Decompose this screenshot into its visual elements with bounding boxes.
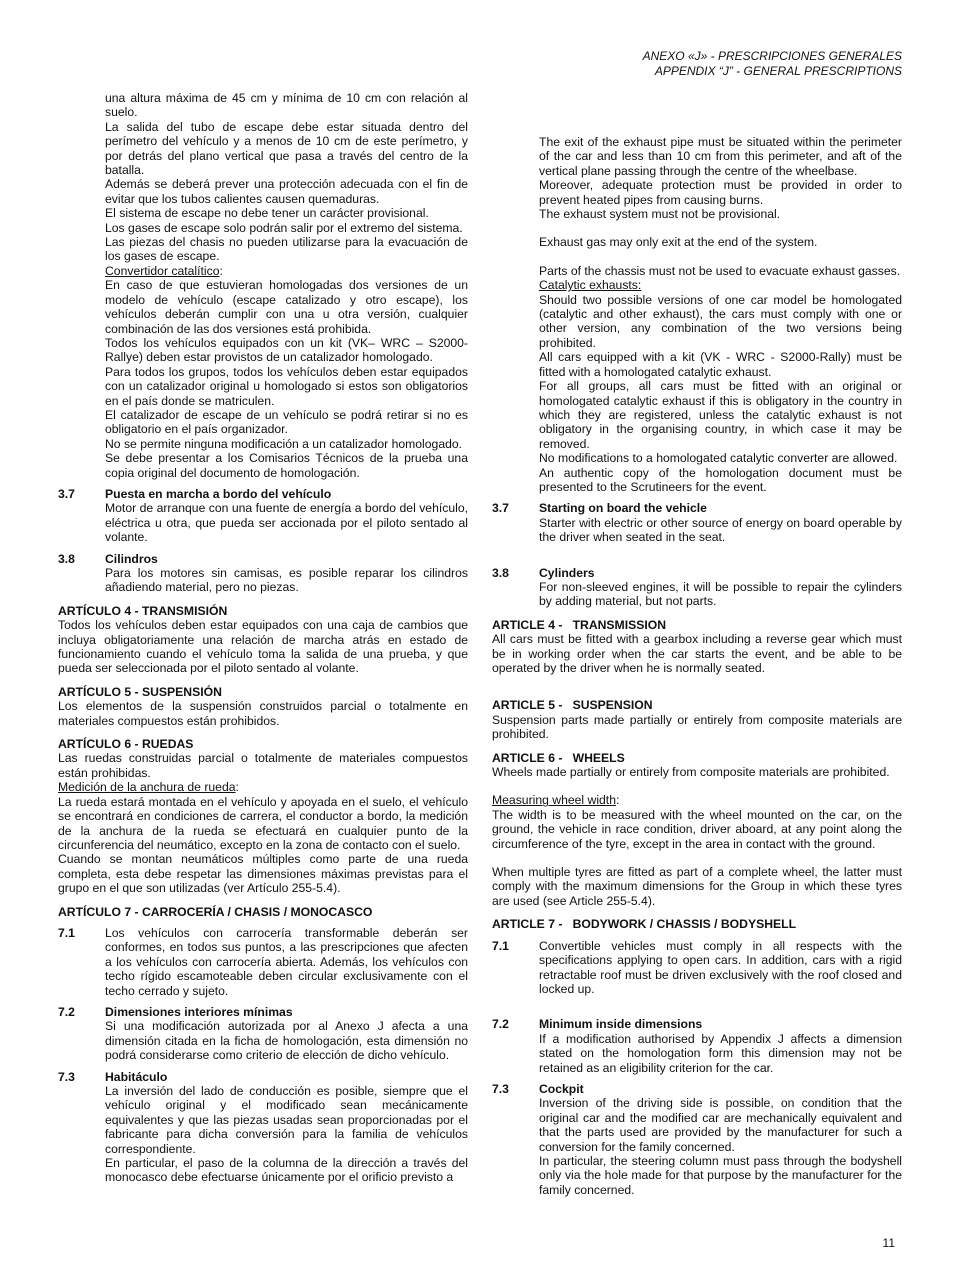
article-4-title-en: ARTICLE 4 - TRANSMISSION <box>492 617 667 632</box>
section-7-3-en <box>492 1082 902 1197</box>
paragraph: Wheels made partially or entirely from composite materials are prohibited. <box>492 765 890 780</box>
header-line-es: ANEXO «J» - PRESCRIPCIONES GENERALES <box>642 49 902 63</box>
section-number: 7.2 <box>58 1004 75 1019</box>
paragraph: Exhaust gas may only exit at the end of the system. <box>539 235 818 250</box>
article-7-title-es: ARTÍCULO 7 - CARROCERÍA / CHASIS / MONOCASCO <box>58 904 373 919</box>
section-title: Cilindros <box>105 551 158 566</box>
section-7-2-en <box>492 1017 902 1075</box>
english-column <box>492 135 902 1197</box>
paragraph: Convertible vehicles must comply in all respects with the specifications applying to open cars. In addition, cars with a rigid retractable roof must be driven exclusively with the roof closed and locked up. <box>539 938 902 996</box>
section-title: Starting on board the vehicle <box>539 501 707 516</box>
article-7-title-en: ARTICLE 7 - BODYWORK / CHASSIS / BODYSHELL <box>492 917 797 932</box>
paragraph: Inversion of the driving side is possible, on condition that the original car and the modified car are mechanically equivalent and that the parts used are provided by the manufacturer for such a conversion for the family concerned. <box>539 1096 902 1154</box>
paragraph: Las ruedas construidas parcial o totalmente de materiales compuestos están prohibidas. <box>58 751 468 780</box>
section-title: Cockpit <box>539 1081 584 1096</box>
section-7-1-es <box>58 926 468 998</box>
paragraph: En caso de que estuvieran homologadas dos versiones de un modelo de vehículo (escape catalizado y otro escape), los vehículos deberán cumplir con una u otra versión, cualquier combinación de las dos versiones está prohibida. <box>105 278 468 336</box>
paragraph: All cars must be fitted with a gearbox including a reverse gear which must be in working order when the car starts the event, and be able to be operated by the driver when he is normally seated. <box>492 632 902 675</box>
header-line-en: APPENDIX “J” - GENERAL PRESCRIPTIONS <box>654 63 902 78</box>
section-number: 7.3 <box>58 1069 75 1084</box>
paragraph: La rueda estará montada en el vehículo y apoyada en el suelo, el vehículo se encontrará en condiciones de carrera, el conductor a bordo, la medición de la anchura de la rueda se efectuará en cualquier punto de la circunferencia del neumático, excepto en la zona de contacto con el suelo. <box>58 794 468 852</box>
paragraph: The width is to be measured with the wheel mounted on the car, on the ground, the vehicle in race condition, driver aboard, at any point along the circumference of the tyre, except in the area in contact with the ground. <box>492 807 902 851</box>
paragraph: The exhaust system must not be provisional. <box>539 207 781 222</box>
paragraph: La inversión del lado de conducción es posible, siempre que el vehículo original y el modificado sean mecánicamente equivalentes y que las piezas usadas sean proporcionadas por el fabricante para dicha conversión para la familia de vehículos correspondiente. <box>105 1084 468 1156</box>
paragraph: When multiple tyres are fitted as part of a complete wheel, the latter must comply with the maximum dimensions for the Group in which these tyres are used (see Article 255-5.4). <box>492 865 902 908</box>
underlined-subtitle: Catalytic exhausts: <box>539 278 642 293</box>
section-7-3-es <box>58 1070 468 1185</box>
exhaust-intro-en <box>492 135 902 494</box>
paragraph: Cuando se montan neumáticos múltiples como parte de una rueda completa, esta debe respetar las dimensiones máximas previstas para el grupo en el que son utilizadas (ver Artículo 255-5.4). <box>58 852 468 896</box>
section-title: Dimensiones interiores mínimas <box>105 1004 293 1019</box>
paragraph: If a modification authorised by Appendix J affects a dimension stated on the homologation form this dimension may not be retained as an eligibility criterion for the car. <box>539 1031 902 1075</box>
section-title: Habitáculo <box>105 1069 168 1084</box>
article-4-title-es: ARTÍCULO 4 - TRANSMISIÓN <box>58 603 228 618</box>
section-title: Puesta en marcha a bordo del vehículo <box>105 486 332 501</box>
paragraph: In particular, the steering column must pass through the bodyshell only via the hole made for that purpose by the manufacturer for the family concerned. <box>539 1153 902 1197</box>
paragraph: El sistema de escape no debe tener un carácter provisional. <box>105 206 429 221</box>
section-number: 3.8 <box>492 565 509 580</box>
paragraph: una altura máxima de 45 cm y mínima de 10 cm con relación al suelo. <box>105 91 468 120</box>
paragraph: Las piezas del chasis no pueden utilizarse para la evacuación de los gases de escape. <box>105 235 468 264</box>
paragraph: An authentic copy of the homologation document must be presented to the Scrutineers for the event. <box>539 465 902 494</box>
paragraph: Si una modificación autorizada por al Anexo J afecta a una dimensión citada en la ficha de homologación, esta dimensión no podrá considerarse como criterio de elección de dicho vehículo. <box>105 1019 468 1063</box>
paragraph: For non-sleeved engines, it will be possible to repair the cylinders by adding material, but not parts. <box>539 579 902 609</box>
paragraph: Los vehículos con carrocería transformable deberán ser conformes, en todos sus puntos, a las prescripciones que afecten a los vehículos con carrocería abierta. Además, los vehículos con techo rígido escamoteable deben circular exclusivamente con el techo cerrado y sujeto. <box>105 925 468 998</box>
page-header <box>643 49 902 78</box>
paragraph: Además se deberá prever una protección adecuada con el fin de evitar que los tubos calientes causen quemaduras. <box>105 177 468 206</box>
paragraph: For all groups, all cars must be fitted with an original or homologated catalytic exhaust if this is obligatory in the country in which they are registered, unless the catalytic exhaust is not obligatory in the organising country, in which case it may be removed. <box>539 379 902 451</box>
section-3-7-es <box>58 487 468 545</box>
paragraph: Parts of the chassis must not be used to evacuate exhaust gasses. <box>539 263 901 278</box>
section-number: 7.1 <box>58 925 75 940</box>
paragraph: Los elementos de la suspensión construidos parcial o totalmente en materiales compuestos están prohibidos. <box>58 699 468 728</box>
wheel-width-heading-es: Medición de la anchura de rueda: <box>58 780 239 795</box>
section-3-8-es <box>58 552 468 595</box>
paragraph: Para todos los grupos, todos los vehículos deben estar equipados con un catalizador original u homologado si estos son obligatorios en el país donde se matriculen. <box>105 364 468 408</box>
paragraph: Los gases de escape solo podrán salir por el extremo del sistema. <box>105 220 463 235</box>
paragraph: Todos los vehículos deben estar equipados con una caja de cambios que incluya obligatoriamente una relación de marcha atrás en estado de funcionamiento cuando el vehículo toma la salida de una prueba, y que pueda ser seleccionada por el piloto sentado al volante. <box>58 618 468 676</box>
paragraph: Starter with electric or other source of energy on board operable by the driver when seated in the seat. <box>539 515 902 545</box>
underlined-subtitle: Medición de la anchura de rueda <box>58 780 236 795</box>
section-title: Cylinders <box>539 565 595 580</box>
article-5-title-es: ARTÍCULO 5 - SUSPENSIÓN <box>58 684 222 699</box>
paragraph: Se debe presentar a los Comisarios Técnicos de la prueba una copia original del documento de homologación. <box>105 451 468 480</box>
section-number: 3.8 <box>58 551 75 566</box>
paragraph: Para los motores sin camisas, es posible reparar los cilindros añadiendo material, pero no piezas. <box>105 566 468 595</box>
page-number: 11 <box>882 1236 895 1250</box>
paragraph: No se permite ninguna modificación a un catalizador homologado. <box>105 436 463 451</box>
catalytic-heading-es: Convertidor catalítico: <box>105 263 223 278</box>
article-6-title-es: ARTÍCULO 6 - RUEDAS <box>58 737 194 752</box>
section-3-8-en <box>492 566 902 609</box>
underlined-subtitle: Measuring wheel width <box>492 793 616 808</box>
underlined-subtitle: Convertidor catalítico <box>105 263 220 278</box>
section-7-2-es <box>58 1005 468 1063</box>
wheel-width-heading-en: Measuring wheel width: <box>492 793 620 808</box>
spanish-column <box>58 91 468 1185</box>
paragraph: Motor de arranque con una fuente de energía a bordo del vehículo, eléctrica u otra, que pueda ser accionada por el piloto sentado al volante. <box>105 501 468 545</box>
paragraph: Todos los vehículos equipados con un kit (VK– WRC – S2000-Rallye) deben estar provistos de un catalizador homologado. <box>105 335 468 365</box>
catalytic-heading-en <box>539 278 902 292</box>
section-title: Minimum inside dimensions <box>539 1017 703 1032</box>
section-3-7-en <box>492 501 902 544</box>
section-number: 3.7 <box>58 486 75 501</box>
section-number: 7.2 <box>492 1017 509 1032</box>
paragraph: Moreover, adequate protection must be provided in order to prevent heated pipes from causing burns. <box>539 178 902 207</box>
paragraph: El catalizador de escape de un vehículo se podrá retirar si no es obligatorio en el país organizador. <box>105 407 468 437</box>
section-number: 7.3 <box>492 1081 509 1096</box>
paragraph: All cars equipped with a kit (VK - WRC - S2000-Rally) must be fitted with a homologated catalytic exhaust. <box>539 350 902 379</box>
section-7-1-en <box>492 939 902 997</box>
exhaust-intro-es <box>58 91 468 480</box>
section-number: 7.1 <box>492 938 509 953</box>
paragraph: Should two possible versions of one car model be homologated (catalytic and other exhaust), the cars must comply with one or other version, any combination of the two versions being prohibited. <box>539 292 902 350</box>
paragraph: La salida del tubo de escape debe estar situada dentro del perímetro del vehículo y a menos de 10 cm de este perímetro, y por detrás del plano vertical que pasa a través del centro de la batalla. <box>105 119 468 178</box>
paragraph: En particular, el paso de la columna de la dirección a través del monocasco debe efectuarse únicamente por el orificio previsto a <box>105 1156 468 1185</box>
paragraph: Suspension parts made partially or entirely from composite materials are prohibited. <box>492 712 902 742</box>
paragraph: No modifications to a homologated catalytic converter are allowed. <box>539 451 898 466</box>
section-number: 3.7 <box>492 501 509 516</box>
article-6-title-en: ARTICLE 6 - WHEELS <box>492 750 625 765</box>
article-5-title-en: ARTICLE 5 - SUSPENSION <box>492 698 653 713</box>
paragraph: The exit of the exhaust pipe must be situated within the perimeter of the car and less than 10 cm from this perimeter, and aft of the vertical plane passing through the centre of the wheelbase. <box>539 135 902 178</box>
